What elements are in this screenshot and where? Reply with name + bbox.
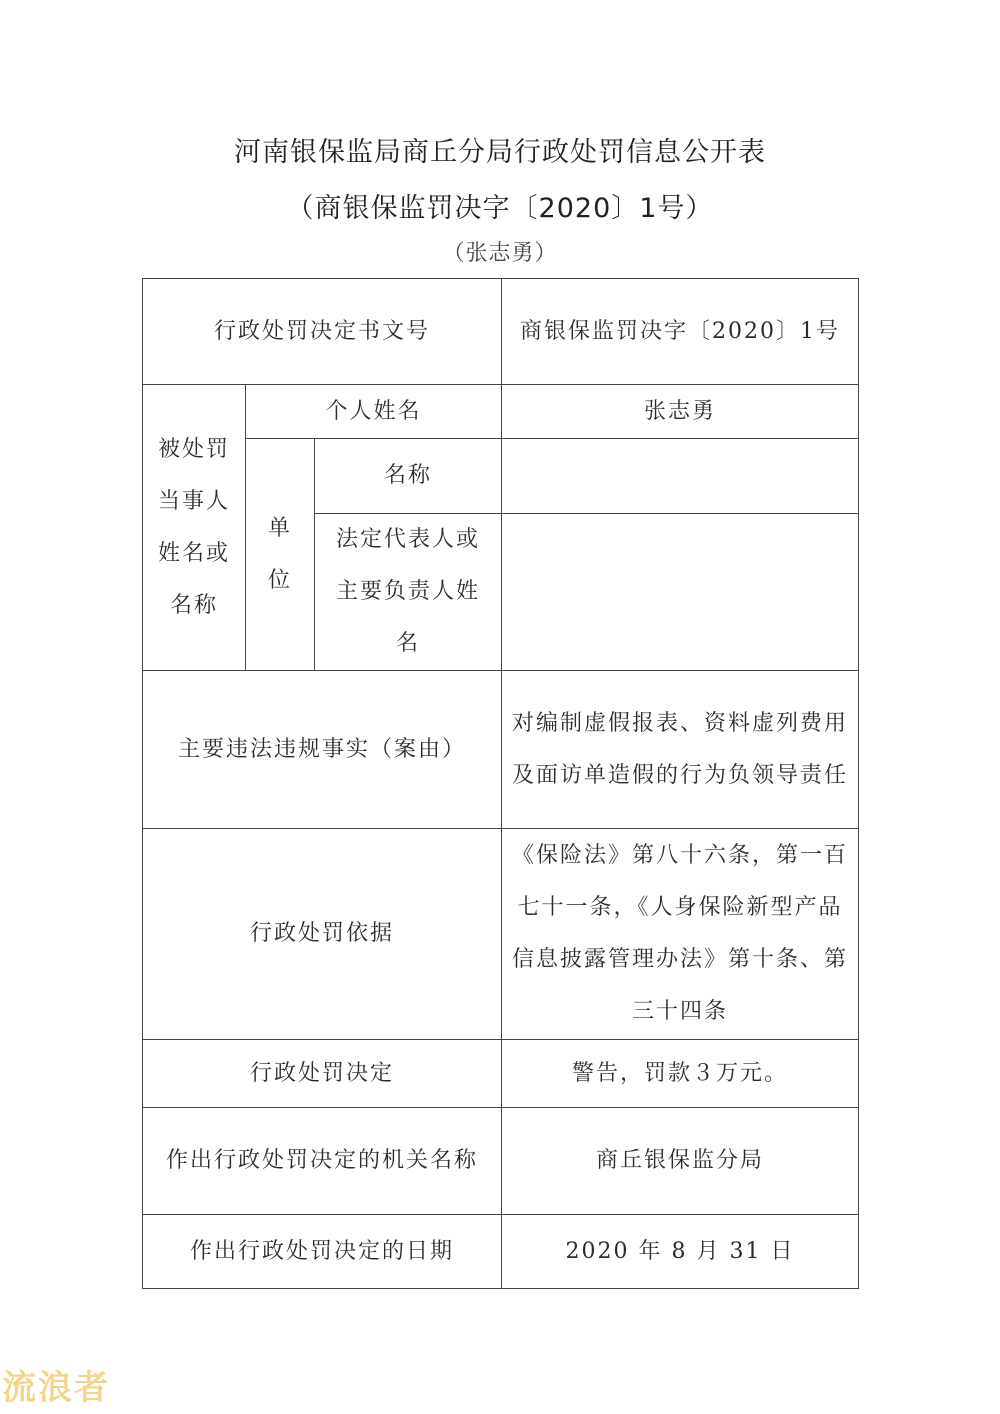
decision-label: 行政处罚决定: [143, 1040, 502, 1108]
watermark: 流浪者: [2, 1368, 110, 1408]
penalized-person-name: （张志勇）: [442, 241, 558, 266]
authority-value: 商丘银保监分局: [502, 1108, 859, 1215]
person-name-label: 个人姓名: [246, 385, 502, 439]
legal-rep-label: 法定代表人或主要负责人姓名: [315, 514, 502, 671]
unit-label: 单位: [246, 439, 315, 671]
basis-value: 《保险法》第八十六条，第一百七十一条，《人身保险新型产品信息披露管理办法》第十条、第三十四条: [502, 829, 859, 1040]
unit-name-value: [502, 439, 859, 514]
legal-rep-value: [502, 514, 859, 671]
party-label: 被处罚当事人姓名或名称: [143, 385, 246, 671]
authority-label: 作出行政处罚决定的机关名称: [143, 1108, 502, 1215]
facts-label: 主要违法违规事实（案由）: [143, 671, 502, 829]
decision-value: 警告，罚款３万元。: [502, 1040, 859, 1108]
penalty-info-table: [142, 278, 859, 1289]
facts-value: 对编制虚假报表、资料虚列费用及面访单造假的行为负领导责任: [502, 671, 859, 829]
doc-number-value: 商银保监罚决字〔2020〕1号: [502, 279, 859, 385]
document-title: 河南银保监局商丘分局行政处罚信息公开表: [234, 137, 766, 168]
doc-number-label: 行政处罚决定书文号: [143, 279, 502, 385]
unit-name-label: 名称: [315, 439, 502, 514]
basis-label: 行政处罚依据: [143, 829, 502, 1040]
person-name-value: 张志勇: [502, 385, 859, 439]
date-value: 2020 年 8 月 31 日: [502, 1215, 859, 1289]
document-number: （商银保监罚决字〔2020〕1号）: [286, 193, 714, 224]
date-label: 作出行政处罚决定的日期: [143, 1215, 502, 1289]
